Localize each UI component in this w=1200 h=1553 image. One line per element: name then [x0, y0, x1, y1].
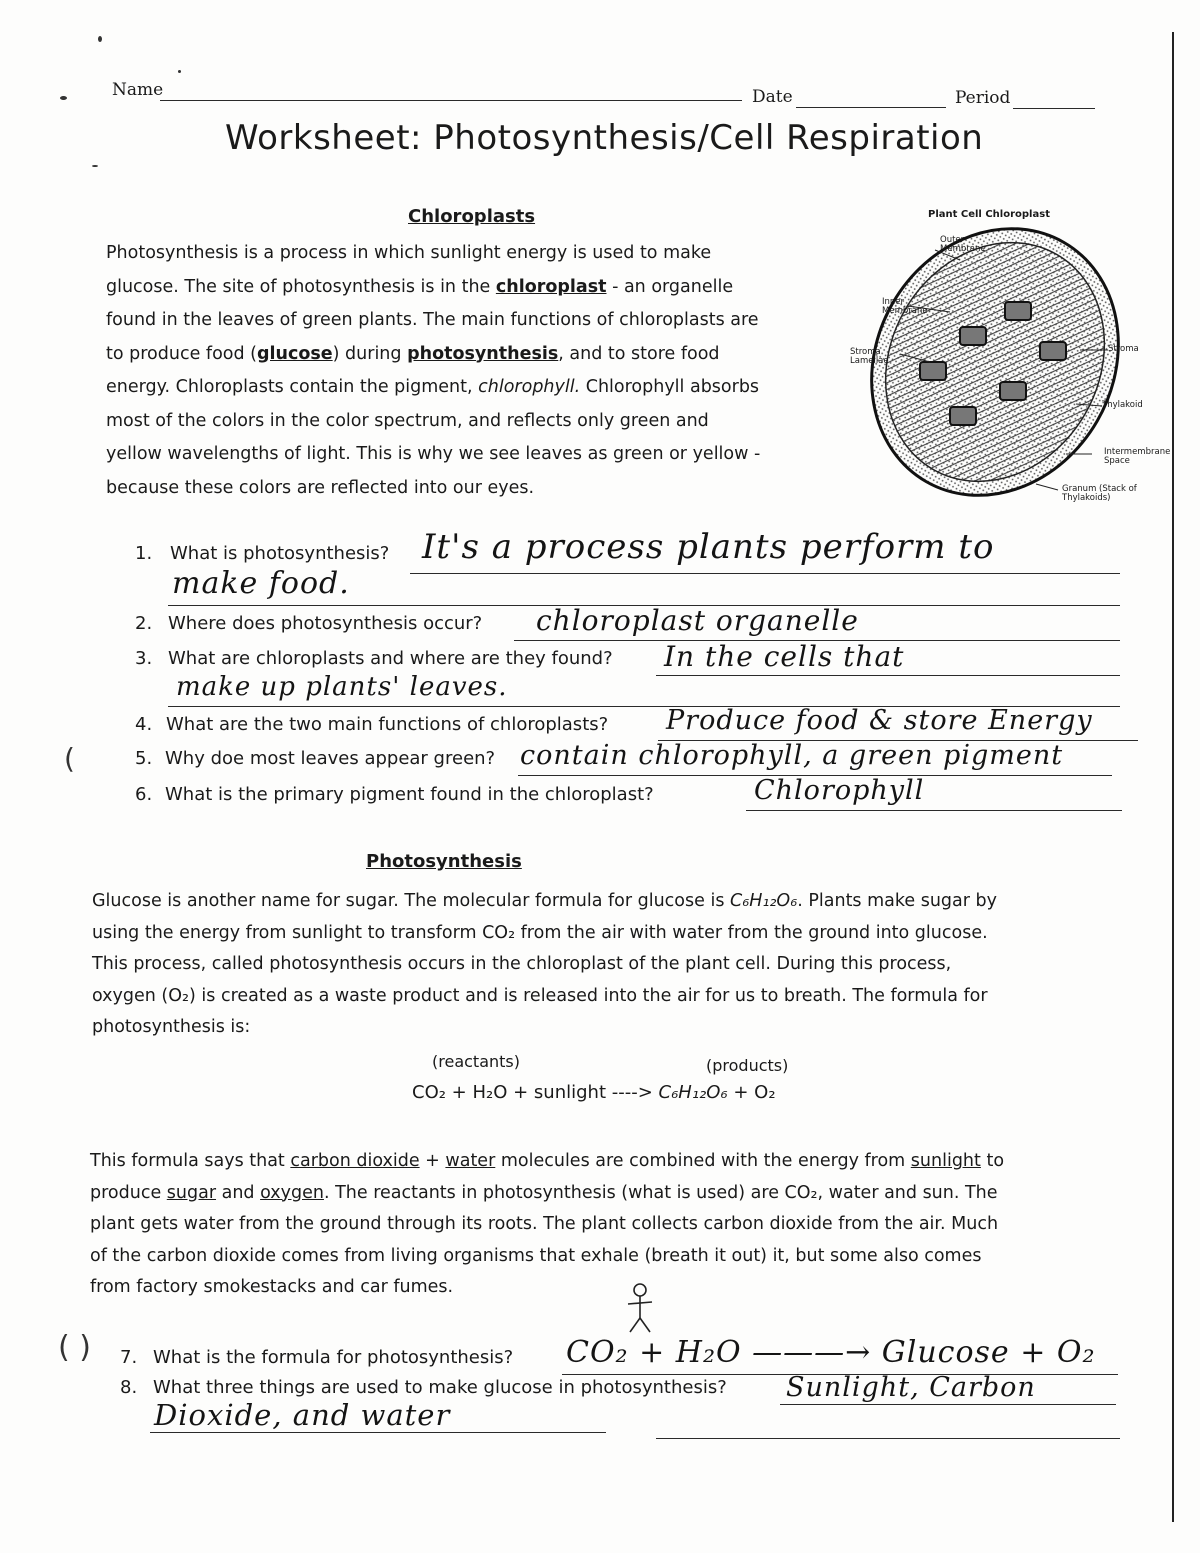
answer-7: CO₂ + H₂O ———→ Glucose + O₂ [566, 1335, 1096, 1370]
chloroplasts-paragraph-line [106, 304, 760, 338]
question-text: Where does photosynthesis occur? [168, 613, 483, 634]
text-run: to produce food ( [106, 343, 257, 364]
question-number: 5. [135, 748, 153, 769]
answer-line[interactable] [780, 1404, 1116, 1405]
formula-reactants: CO₂ + H₂O + sunlight ----> [412, 1082, 659, 1103]
answer-6: Chlorophyll [754, 775, 925, 806]
photosynthesis-paragraph-line [92, 981, 997, 1013]
text-run: energy. Chloroplasts contain the pigment, [106, 377, 479, 397]
answer-4: Produce food & store Energy [666, 705, 1093, 736]
question-text: What are the two main functions of chloroplasts? [166, 714, 609, 735]
chloroplasts-paragraph-line [106, 271, 760, 305]
emphasized-term: photosynthesis [407, 343, 559, 364]
photosynthesis-paragraph-line [92, 886, 997, 918]
question-number: 3. [135, 648, 153, 669]
text-run: , and to store food [558, 343, 720, 364]
text-run: - an organelle [606, 276, 734, 297]
question-number: 8. [120, 1377, 138, 1398]
page-edge-line [1172, 32, 1174, 1522]
stick-figure-doodle [622, 1280, 658, 1338]
text-run: to [980, 1151, 1005, 1171]
period-field-line[interactable] [1013, 108, 1095, 109]
photosynthesis-heading: Photosynthesis [366, 851, 522, 872]
margin-mark: ( [64, 742, 75, 775]
answer-line[interactable] [150, 1432, 606, 1433]
question-text: What is the primary pigment found in the chloroplast? [165, 784, 654, 805]
label-stroma: Stroma [1108, 344, 1139, 354]
answer-3: In the cells that [664, 640, 905, 673]
date-label: Date [752, 87, 793, 107]
label-granum: Granum (Stack of Thylakoids) [1062, 484, 1137, 503]
margin-mark: ( ) [58, 1330, 91, 1365]
emphasized-term: sugar [166, 1182, 217, 1203]
text-run: oxygen (O₂) is created as a waste product and is released into the air for us to breath. The formula for [92, 985, 988, 1006]
label-outer-membrane: Outer Membrane [940, 235, 986, 254]
diagram-title: Plant Cell Chloroplast [928, 209, 1050, 220]
photosynthesis-paragraph-line [92, 949, 997, 981]
scan-speck [98, 36, 102, 42]
formula-explanation-line [90, 1146, 1004, 1178]
emphasized-term: sunlight [910, 1151, 981, 1171]
text-run: produce [90, 1182, 167, 1203]
question-text: What is photosynthesis? [170, 543, 390, 564]
text-run: Photosynthesis is a process in which sunlight energy is used to make [106, 243, 712, 263]
chloroplasts-paragraph [106, 237, 760, 505]
scan-speck [92, 165, 98, 167]
chloroplasts-paragraph-line [106, 405, 760, 439]
photosynthesis-paragraph [92, 886, 997, 1044]
products-label: (products) [706, 1056, 789, 1075]
text-run: yellow wavelengths of light. This is why we see leaves as green or yellow - [106, 444, 761, 464]
text-run: because these colors are reflected into our eyes. [106, 477, 535, 498]
text-run: found in the leaves of green plants. The main functions of chloroplasts are [106, 310, 759, 330]
text-run: of the carbon dioxide comes from living organisms that exhale (breath it out) it, but some also comes [90, 1245, 982, 1266]
emphasized-term: water [445, 1151, 496, 1171]
question-number: 6. [135, 784, 153, 805]
label-intermembrane-space: Intermembrane Space [1104, 447, 1171, 466]
text-run: . The reactants in photosynthesis (what is used) are CO₂, water and sun. The [323, 1182, 998, 1203]
scan-speck [178, 70, 181, 73]
question-text: What are chloroplasts and where are they found? [168, 648, 613, 669]
question-number: 7. [120, 1347, 138, 1368]
formula-explanation-line [90, 1241, 1004, 1273]
text-run: ) during [332, 343, 408, 364]
text-run: + [419, 1151, 446, 1171]
text-run: plant gets water from the ground through its roots. The plant collects carbon dioxide from the air. Much [90, 1214, 999, 1234]
label-stroma-lamellae: Stroma Lamellae [850, 347, 889, 366]
answer-8: Sunlight, Carbon [786, 1372, 1036, 1403]
answer-1-cont: make food. [172, 566, 350, 601]
formula-oxygen: + O₂ [727, 1082, 776, 1103]
question-number: 2. [135, 613, 153, 634]
date-field-line[interactable] [796, 107, 946, 108]
page-title: Worksheet: Photosynthesis/Cell Respiration [225, 118, 984, 158]
answer-5: contain chlorophyll, a green pigment [520, 740, 1064, 771]
chloroplasts-paragraph-line [106, 472, 760, 506]
answer-1: It's a process plants perform to [422, 527, 995, 567]
text-run: and [216, 1182, 261, 1203]
text-run: molecules are combined with the energy from [495, 1151, 911, 1171]
text-run: Chlorophyll absorbs [580, 377, 760, 397]
answer-line[interactable] [656, 675, 1120, 676]
text-run: most of the colors in the color spectrum, and reflects only green and [106, 410, 709, 431]
answer-line[interactable] [410, 573, 1120, 574]
chloroplasts-paragraph-line [106, 338, 760, 372]
text-run: from factory smokestacks and car fumes. [90, 1277, 454, 1297]
name-label: Name [112, 80, 164, 100]
emphasized-term: chlorophyll. [478, 377, 581, 397]
text-run: Glucose is another name for sugar. The molecular formula for glucose is [92, 891, 730, 911]
text-run: This formula says that [90, 1151, 291, 1171]
formula-explanation-line [90, 1178, 1004, 1210]
question-text: What is the formula for photosynthesis? [153, 1347, 514, 1368]
chloroplasts-paragraph-line [106, 438, 760, 472]
text-run: glucose. The site of photosynthesis is in the [106, 276, 496, 297]
text-run: This process, called photosynthesis occurs in the chloroplast of the plant cell. During this process, [92, 954, 952, 974]
answer-line[interactable] [656, 1438, 1120, 1439]
question-number: 1. [135, 543, 153, 564]
period-label: Period [955, 88, 1011, 108]
formula-explanation-line [90, 1209, 1004, 1241]
question-text: What three things are used to make glucose in photosynthesis? [153, 1377, 727, 1398]
question-text: Why doe most leaves appear green? [165, 748, 496, 769]
emphasized-term: oxygen [260, 1182, 324, 1203]
chloroplasts-paragraph-line [106, 237, 760, 271]
answer-2: chloroplast organelle [536, 604, 859, 637]
emphasized-term: C₆H₁₂O₆ [730, 891, 798, 911]
formula-explanation-paragraph [90, 1146, 1004, 1304]
formula-glucose: C₆H₁₂O₆ [658, 1082, 728, 1103]
scan-speck [60, 96, 67, 100]
text-run: photosynthesis is: [92, 1017, 251, 1037]
label-thylakoid: Thylakoid [1102, 400, 1143, 410]
answer-8-cont: Dioxide, and water [154, 1398, 451, 1432]
photosynthesis-paragraph-line [92, 918, 997, 950]
emphasized-term: chloroplast [495, 276, 607, 297]
name-field-line[interactable] [160, 100, 742, 101]
answer-line[interactable] [746, 810, 1122, 811]
emphasized-term: glucose [256, 343, 333, 364]
label-inner-membrane: Inner Membrane [882, 297, 928, 316]
text-run: . Plants make sugar by [797, 891, 997, 911]
chloroplasts-paragraph-line [106, 371, 760, 405]
photosynthesis-paragraph-line [92, 1012, 997, 1044]
reactants-label: (reactants) [432, 1052, 520, 1071]
text-run: using the energy from sunlight to transform CO₂ from the air with water from the ground into glucose. [92, 922, 988, 943]
question-number: 4. [135, 714, 153, 735]
photosynthesis-formula [412, 1082, 776, 1103]
chloroplast-diagram [840, 222, 1140, 522]
answer-3-cont: make up plants' leaves. [176, 672, 508, 702]
chloroplasts-heading: Chloroplasts [408, 206, 536, 227]
emphasized-term: carbon dioxide [290, 1151, 420, 1171]
formula-explanation-line [90, 1272, 1004, 1304]
